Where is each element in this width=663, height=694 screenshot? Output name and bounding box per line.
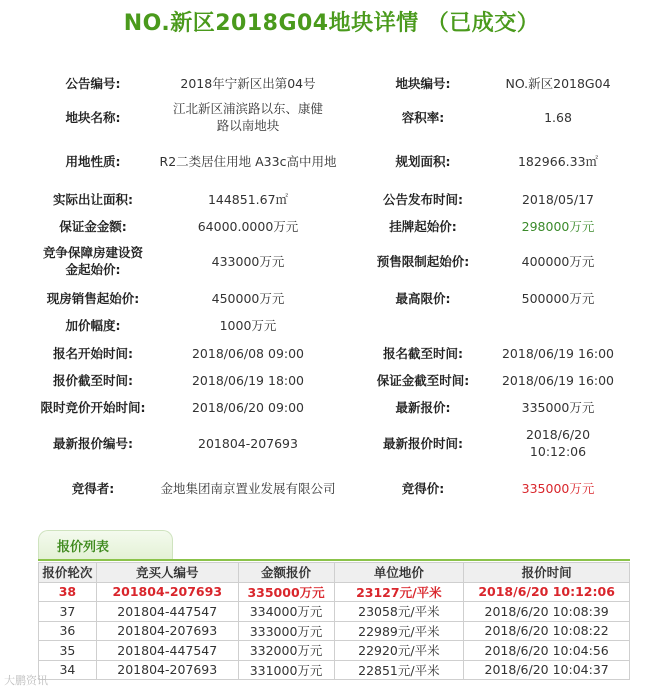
detail-row (38, 367, 628, 393)
bidder-number: 201804-207693 (96, 621, 238, 641)
actual-area-label: 实际出让面积: (53, 191, 133, 207)
max-price-label: 最高限价: (395, 290, 451, 306)
unit-price: 23058元/平米 (334, 602, 464, 622)
detail-row (38, 96, 628, 138)
detail-row (38, 285, 628, 311)
table-row (39, 641, 630, 661)
table-row (39, 660, 630, 680)
bid-deadline-value: 2018/06/19 18:00 (191, 372, 305, 388)
winner-value: 金地集团南京置业发展有限公司 (160, 480, 336, 496)
deposit-value: 64000.0000万元 (197, 218, 299, 234)
detail-row (38, 422, 628, 464)
bid-table (38, 562, 630, 680)
bid-time: 2018/6/20 10:04:56 (464, 641, 630, 661)
plot-name-label: 地块名称: (65, 109, 121, 125)
bid-deadline-label: 报价截至时间: (53, 372, 133, 388)
table-row (39, 602, 630, 622)
signup-start-value: 2018/06/08 09:00 (191, 345, 305, 361)
bidder-number: 201804-447547 (96, 602, 238, 622)
bid-round: 37 (39, 602, 97, 622)
bid-amount: 331000万元 (238, 660, 334, 680)
latest-bid-number-label: 最新报价编号: (53, 435, 133, 451)
latest-bid-label: 最新报价: (395, 399, 451, 415)
bid-round: 34 (39, 660, 97, 680)
col-header-round: 报价轮次 (39, 563, 97, 583)
spot-sale-label: 现房销售起始价: (46, 290, 140, 306)
detail-row (38, 466, 628, 510)
notice-number-label: 公告编号: (65, 75, 121, 91)
bid-amount: 335000万元 (238, 582, 334, 602)
bid-time: 2018/6/20 10:12:06 (464, 582, 630, 602)
unit-price: 22920元/平米 (334, 641, 464, 661)
plot-name-value: 江北新区浦滨路以东、康健路以南地块 (172, 101, 323, 133)
winning-price-value: 335000万元 (521, 480, 595, 496)
notice-date-label: 公告发布时间: (383, 191, 463, 207)
detail-row (38, 140, 628, 182)
planned-area-label: 规划面积: (395, 153, 451, 169)
unit-price: 22851元/平米 (334, 660, 464, 680)
unit-price: 23127元/平米 (334, 582, 464, 602)
bid-time: 2018/6/20 10:08:39 (464, 602, 630, 622)
signup-start-label: 报名开始时间: (53, 345, 133, 361)
signup-end-label: 报名截至时间: (383, 345, 463, 361)
table-row (39, 582, 630, 602)
start-price-label: 挂牌起始价: (389, 218, 457, 234)
planned-area-value: 182966.33㎡ (517, 153, 599, 169)
deposit-deadline-value: 2018/06/19 16:00 (501, 372, 615, 388)
plot-ratio-value: 1.68 (544, 109, 572, 125)
housing-fund-value: 433000万元 (211, 253, 285, 269)
land-details-panel (38, 66, 628, 510)
latest-bid-time-value: 2018/6/20 10:12:06 (525, 427, 591, 459)
detail-row (38, 312, 628, 338)
col-header-unit-price: 单位地价 (334, 563, 464, 583)
detail-row (38, 70, 628, 96)
bidder-number: 201804-207693 (96, 660, 238, 680)
max-price-value: 500000万元 (521, 290, 595, 306)
land-use-value: R2二类居住用地 A33c高中用地 (159, 153, 337, 169)
bid-amount: 332000万元 (238, 641, 334, 661)
land-use-label: 用地性质: (65, 153, 121, 169)
detail-row (38, 340, 628, 366)
latest-bid-value: 335000万元 (521, 399, 595, 415)
bid-time: 2018/6/20 10:08:22 (464, 621, 630, 641)
timed-bid-start-label: 限时竞价开始时间: (40, 399, 146, 415)
housing-fund-label: 竞争保障房建设资金起始价: (42, 245, 143, 277)
col-header-bidder: 竞买人编号 (96, 563, 238, 583)
bidder-number: 201804-447547 (96, 641, 238, 661)
plot-number-label: 地块编号: (395, 75, 451, 91)
table-row (39, 621, 630, 641)
col-header-amount: 金额报价 (238, 563, 334, 583)
bid-time: 2018/6/20 10:04:37 (464, 660, 630, 680)
col-header-time: 报价时间 (464, 563, 630, 583)
bid-round: 35 (39, 641, 97, 661)
unit-price: 22989元/平米 (334, 621, 464, 641)
watermark: 大鹏资讯 (4, 674, 48, 687)
page-title: NO.新区2018G04地块详情 （已成交） (123, 11, 540, 36)
timed-bid-start-value: 2018/06/20 09:00 (191, 399, 305, 415)
detail-row (38, 213, 628, 239)
winning-price-label: 竞得价: (401, 480, 445, 496)
increment-value: 1000万元 (219, 317, 277, 333)
presale-limit-value: 400000万元 (521, 253, 595, 269)
bid-round: 38 (39, 582, 97, 602)
presale-limit-label: 预售限制起始价: (376, 253, 470, 269)
notice-number-value: 2018年宁新区出第04号 (180, 75, 316, 91)
start-price-value: 298000万元 (521, 218, 595, 234)
plot-number-value: NO.新区2018G04 (505, 75, 611, 91)
tab-bid-list[interactable]: 报价列表 (38, 530, 173, 560)
plot-ratio-label: 容积率: (401, 109, 445, 125)
increment-label: 加价幅度: (65, 317, 121, 333)
bid-round: 36 (39, 621, 97, 641)
detail-row (38, 240, 628, 282)
tab-underline (38, 559, 630, 561)
winner-label: 竞得者: (71, 480, 115, 496)
bid-amount: 334000万元 (238, 602, 334, 622)
table-header-row (39, 563, 630, 583)
notice-date-value: 2018/05/17 (521, 191, 595, 207)
bid-amount: 333000万元 (238, 621, 334, 641)
actual-area-value: 144851.67㎡ (207, 191, 289, 207)
spot-sale-value: 450000万元 (211, 290, 285, 306)
latest-bid-number-value: 201804-207693 (198, 435, 298, 451)
signup-end-value: 2018/06/19 16:00 (501, 345, 615, 361)
latest-bid-time-label: 最新报价时间: (383, 435, 463, 451)
detail-row (38, 186, 628, 212)
deposit-deadline-label: 保证金截至时间: (376, 372, 470, 388)
detail-row (38, 394, 628, 420)
bidder-number: 201804-207693 (96, 582, 238, 602)
deposit-label: 保证金金额: (59, 218, 127, 234)
